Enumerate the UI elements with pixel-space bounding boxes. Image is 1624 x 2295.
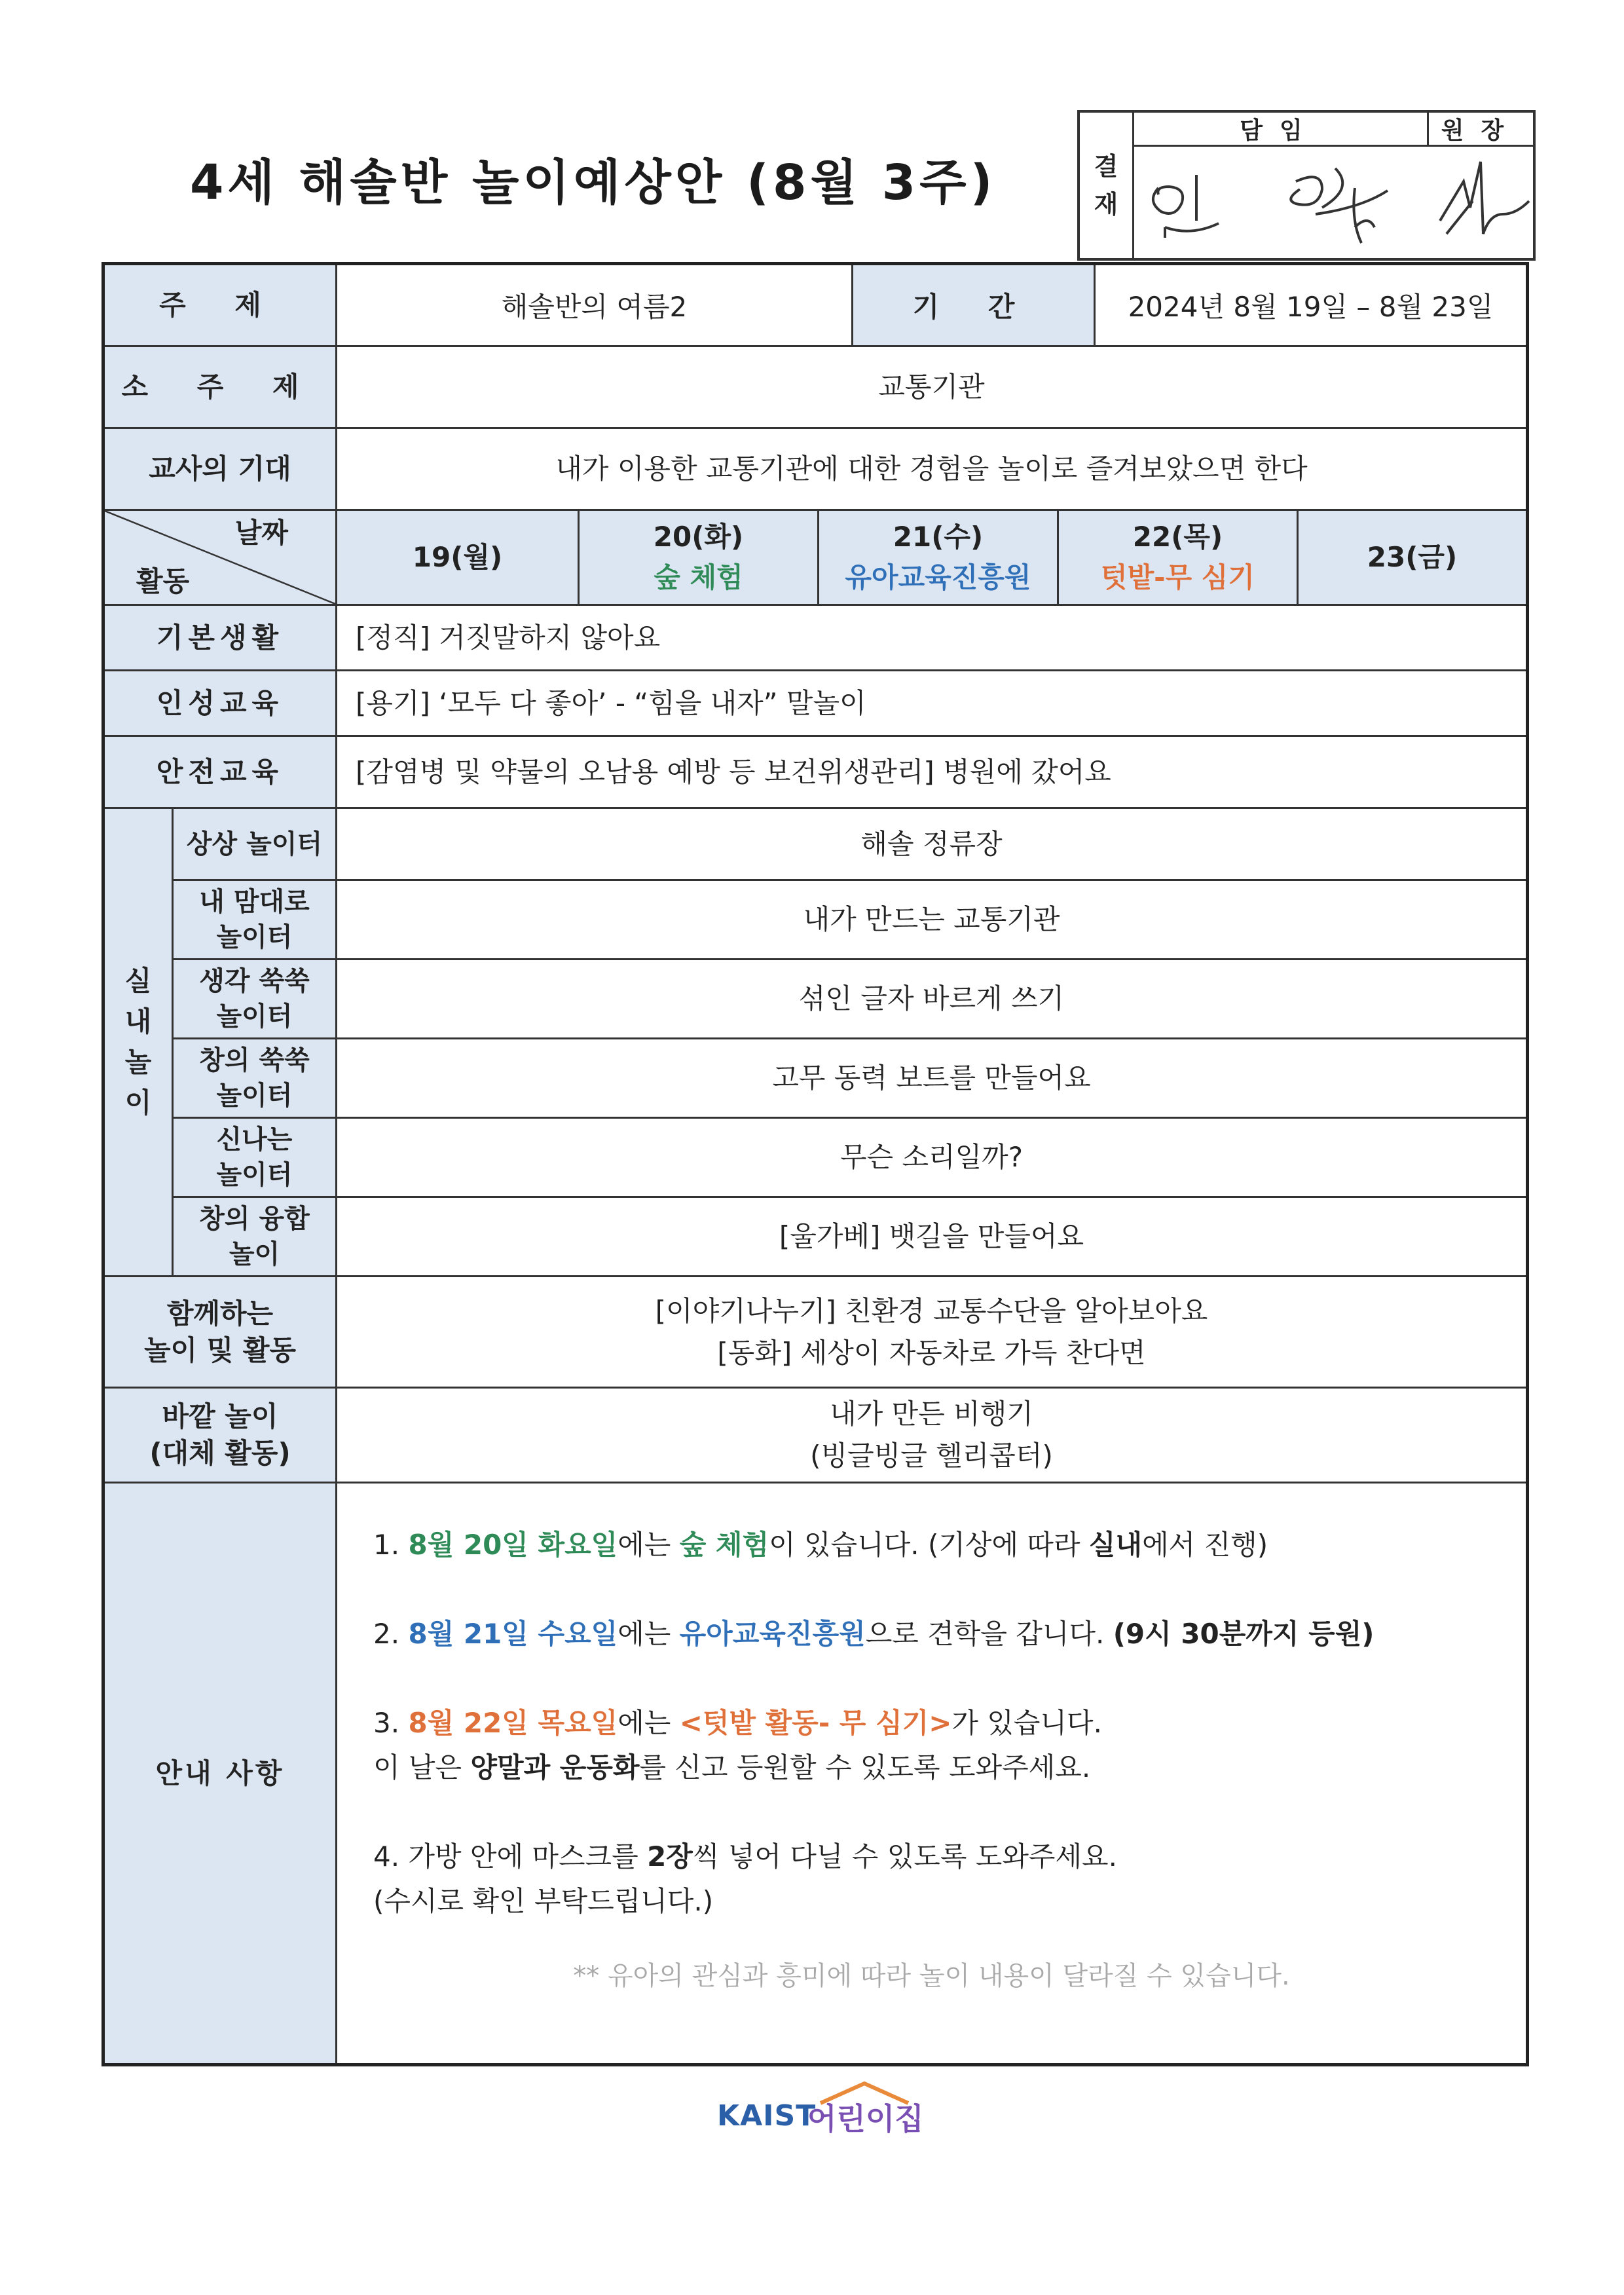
notice-bold: (9시 30분까지 등원): [1113, 1618, 1375, 1650]
indoor-char: 이: [124, 1087, 152, 1119]
schedule-row: [105, 511, 1526, 606]
day-label: 20(화): [653, 521, 744, 553]
schedule-corner: [105, 511, 337, 604]
together-value: [337, 1277, 1526, 1387]
footnote: ** 유아의 관심과 흥미에 따라 놀이 내용이 달라질 수 있습니다.: [573, 1961, 1290, 1991]
indoor-row: [174, 1039, 1526, 1119]
signature-1: [1139, 149, 1244, 257]
page-title: 4세 해솔반 놀이예상안 (8월 3주): [190, 155, 997, 211]
indoor-value: [울가베] 뱃길을 만들어요: [779, 1220, 1084, 1252]
director-header: 원장: [1427, 113, 1533, 147]
topic-value: 해솔반의 여름2: [501, 291, 688, 323]
indoor-row: [174, 1119, 1526, 1198]
together-row: [105, 1277, 1526, 1389]
notice-content: [373, 1523, 1374, 1924]
notice-number: 3.: [373, 1707, 409, 1739]
indoor-label: 신나는 놀이터: [174, 1119, 337, 1196]
logo-kaist: KAIST: [717, 2099, 817, 2133]
notice-item-2: [373, 1612, 1374, 1656]
day-event: 유아교육진흥원: [845, 561, 1031, 593]
notice-item-3-line-2: [373, 1745, 1374, 1790]
character-row: [105, 671, 1526, 737]
outdoor-line: (빙글빙글 헬리콥터): [810, 1440, 1053, 1472]
notice-text: 씩 넣어 다닐 수 있도록 도와주세요.: [692, 1840, 1117, 1873]
indoor-row: [174, 809, 1526, 881]
approval-label-char: 결: [1094, 152, 1118, 181]
together-label: 함께하는 놀이 및 활동: [105, 1277, 337, 1387]
notice-label: 안내 사항: [105, 1483, 337, 2063]
notice-date: 8월 21일 수요일: [408, 1618, 618, 1650]
day-label: 21(수): [893, 521, 984, 553]
basic-life-label: 기본생활: [105, 606, 337, 669]
subtopic-value: 교통기관: [878, 371, 985, 403]
day-fri: [1297, 511, 1526, 604]
indoor-row: [174, 881, 1526, 960]
period-label: 기 간: [851, 265, 1094, 345]
notice-item-3: [373, 1701, 1374, 1745]
indoor-label: 창의 융합 놀이: [174, 1198, 337, 1275]
indoor-char: 놀: [124, 1046, 152, 1078]
notice-date: 8월 20일 화요일: [408, 1529, 618, 1561]
notice-text: 를 신고 등원할 수 있도록 도와주세요.: [639, 1751, 1091, 1783]
character-label: 인성교육: [105, 671, 337, 735]
notice-item-1: [373, 1523, 1374, 1567]
notice-item-4: [373, 1835, 1374, 1879]
expectation-label: 교사의 기대: [105, 429, 337, 509]
expectation-value: 내가 이용한 교통기관에 대한 경험을 놀이로 즐겨보았으면 한다: [555, 453, 1308, 485]
indoor-value: 고무 동력 보트를 만들어요: [772, 1062, 1091, 1094]
approval-label-char: 재: [1094, 190, 1118, 219]
notice-bold: 양말과 운동화: [470, 1751, 640, 1783]
topic-label: 주 제: [105, 265, 337, 345]
subtopic-label: 소 주 제: [105, 347, 337, 427]
date-label: 날짜: [234, 517, 288, 549]
logo-text: 어린이집: [807, 2101, 924, 2136]
day-wed: [817, 511, 1057, 604]
safety-row: [105, 737, 1526, 809]
outdoor-label: 바깥 놀이 (대체 활동): [105, 1389, 337, 1482]
outdoor-line: 내가 만든 비행기: [830, 1398, 1033, 1430]
day-label: 23(금): [1367, 541, 1458, 573]
day-tue: [578, 511, 817, 604]
outdoor-value: [337, 1389, 1526, 1482]
indoor-label: 생각 쑥쑥 놀이터: [174, 960, 337, 1037]
notice-text: 에는: [618, 1618, 680, 1650]
notice-number: 1.: [373, 1529, 409, 1561]
notice-event: 유아교육진흥원: [679, 1618, 866, 1650]
together-line: [이야기나누기] 친환경 교통수단을 알아보아요: [655, 1294, 1208, 1327]
indoor-row: [174, 960, 1526, 1039]
indoor-label: 내 맘대로 놀이터: [174, 881, 337, 958]
safety-label: 안전교육: [105, 737, 337, 807]
notice-bold: 실내: [1088, 1529, 1143, 1561]
teacher-header: 담임: [1132, 113, 1427, 147]
indoor-label: 상상 놀이터: [174, 809, 337, 879]
day-event: 텃밭-무 심기: [1101, 561, 1255, 593]
indoor-value: 내가 만드는 교통기관: [803, 903, 1060, 935]
notice-text: 이 있습니다. (기상에 따라: [769, 1529, 1089, 1561]
indoor-play-label: [105, 809, 174, 1277]
notice-text: 으로 견학을 갑니다.: [865, 1618, 1113, 1650]
notice-text: 가 있습니다.: [951, 1707, 1102, 1739]
notice-date: 8월 22일 목요일: [408, 1707, 618, 1739]
signature-3: [1433, 149, 1532, 257]
kaist-logo: [717, 2080, 927, 2138]
notice-text: 에서 진행): [1142, 1529, 1268, 1561]
notice-event: <텃밭 활동- 무 심기>: [679, 1707, 952, 1739]
day-thu: [1057, 511, 1297, 604]
notice-bold: 2장: [647, 1840, 693, 1873]
day-event: 숲 체험: [654, 561, 743, 593]
outdoor-row: [105, 1389, 1526, 1483]
topic-row: [105, 265, 1526, 347]
indoor-label: 창의 쑥쑥 놀이터: [174, 1039, 337, 1117]
period-value: 2024년 8월 19일 – 8월 23일: [1094, 265, 1526, 345]
indoor-value: 무슨 소리일까?: [840, 1141, 1024, 1173]
signature-2: [1276, 149, 1407, 257]
approval-label: [1080, 113, 1134, 258]
subtopic-row: [105, 347, 1526, 429]
approval-box: [1077, 110, 1536, 261]
day-label: 19(월): [412, 541, 503, 573]
expectation-row: [105, 429, 1526, 511]
notice-number: 2.: [373, 1618, 409, 1650]
notice-text: 에는: [618, 1707, 680, 1739]
indoor-char: 실: [124, 965, 152, 997]
notice-text: 에는: [618, 1529, 680, 1561]
indoor-char: 내: [124, 1005, 152, 1037]
day-mon: [337, 511, 578, 604]
notice-row: [105, 1483, 1526, 2063]
indoor-value: 해솔 정류장: [860, 827, 1003, 860]
indoor-value: 섞인 글자 바르게 쓰기: [798, 982, 1065, 1015]
character-value: [용기] ‘모두 다 좋아’ - “힘을 내자” 말놀이: [356, 686, 866, 719]
basic-life-value: [정직] 거짓말하지 않아요: [356, 621, 661, 654]
together-line: [동화] 세상이 자동차로 가득 찬다면: [717, 1336, 1146, 1369]
activity-label: 활동: [136, 565, 190, 597]
notice-text: 4. 가방 안에 마스크를: [373, 1840, 648, 1873]
notice-item-4-line-2: (수시로 확인 부탁드립니다.): [373, 1885, 714, 1917]
safety-value: [감염병 및 약물의 오남용 예방 등 보건위생관리] 병원에 갔어요: [356, 755, 1111, 788]
plan-table: [101, 262, 1529, 2066]
notice-event: 숲 체험: [679, 1529, 769, 1561]
indoor-row: [174, 1198, 1526, 1277]
notice-text: 이 날은: [373, 1751, 471, 1783]
day-label: 22(목): [1132, 521, 1223, 553]
basic-life-row: [105, 606, 1526, 671]
